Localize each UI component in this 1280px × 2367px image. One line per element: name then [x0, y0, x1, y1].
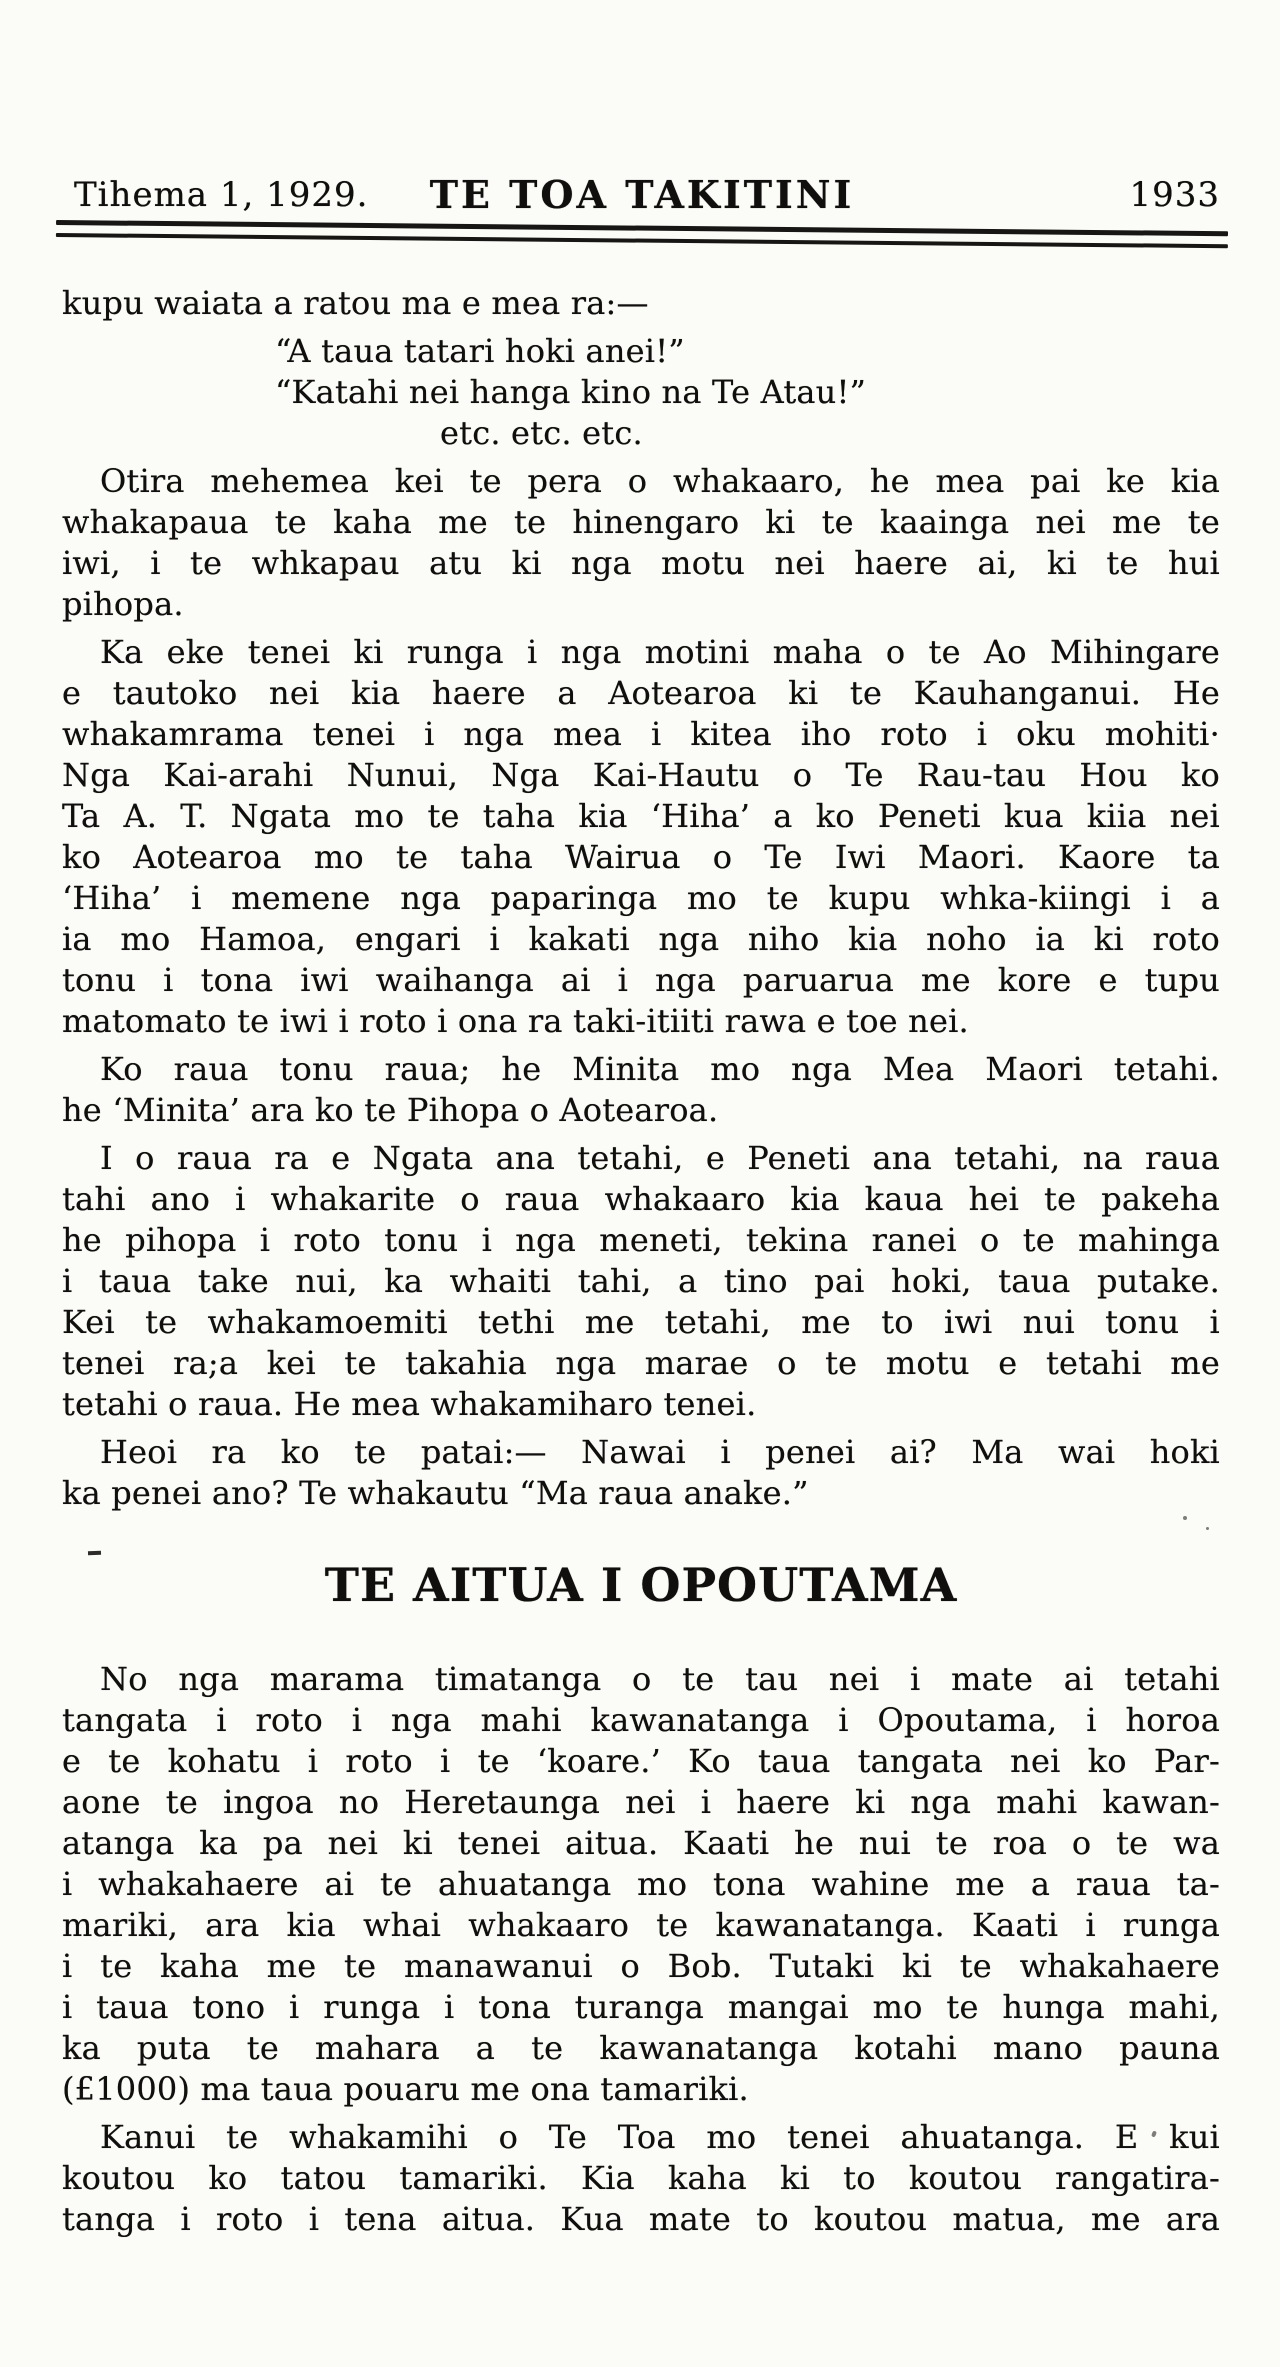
text-line: he ‘Minita’ ara ko te Pihopa o Aotearoa.	[62, 1091, 719, 1129]
text-line: tahi ano i whakarite o raua whakaaro kia kaua hei te pakeha	[62, 1180, 1220, 1218]
text-line: e tautoko nei kia haere a Aotearoa ki te Kauhanganui. He	[62, 674, 1220, 712]
text-line: tenei ra;a kei te takahia nga marae o te motu e tetahi me	[62, 1344, 1220, 1382]
text-line: whakamrama tenei i nga mea i kitea iho roto i oku mohiti·	[62, 715, 1220, 753]
text-line: ‘Hiha’ i memene nga paparinga mo te kupu whka-kiingi i a	[62, 879, 1220, 917]
article-2	[62, 1652, 1220, 2240]
text-line: Ka eke tenei ki runga i nga motini maha o te Ao Mihingare	[100, 633, 1220, 671]
paragraph	[62, 1659, 1220, 2110]
paragraph	[62, 2117, 1220, 2240]
text-line: Otira mehemea kei te pera o whakaaro, he mea pai ke kia	[100, 462, 1220, 500]
text-line: (£1000) ma taua pouaru me ona tamariki.	[62, 2070, 749, 2108]
header-double-rule	[56, 220, 1228, 248]
text-line: Nga Kai-arahi Nunui, Nga Kai-Hautu o Te Rau-tau Hou ko	[62, 756, 1220, 794]
masthead-page-number: 1933	[1129, 175, 1220, 215]
text-line: e te kohatu i roto i te ‘koare.’ Ko taua tangata nei ko Par-	[62, 1742, 1220, 1780]
scan-speck	[1183, 1516, 1187, 1520]
text-line: i whakahaere ai te ahuatanga mo tona wahine me a raua ta-	[62, 1865, 1220, 1903]
text-line: he pihopa i roto tonu i nga meneti, tekina ranei o te mahinga	[62, 1221, 1220, 1259]
article-2-heading: TE AITUA I OPOUTAMA	[324, 1558, 958, 1612]
text-line: Heoi ra ko te patai:— Nawai i penei ai? Ma wai hoki	[100, 1433, 1220, 1471]
paragraph	[62, 1049, 1220, 1131]
text-line: mariki, ara kia whai whakaaro te kawanatanga. Kaati i runga	[62, 1906, 1220, 1944]
text-line: Ko raua tonu raua; he Minita mo nga Mea Maori tetahi.	[100, 1050, 1220, 1088]
text-line: Kei te whakamoemiti tethi me tetahi, me to iwi nui tonu i	[62, 1303, 1220, 1341]
scan-speck	[1206, 1527, 1209, 1530]
quote-block	[275, 331, 1220, 413]
text-line: matomato te iwi i roto i ona ra taki-itiiti rawa e toe nei.	[62, 1002, 969, 1040]
text-line: tetahi o raua. He mea whakamiharo tenei.	[62, 1385, 757, 1423]
text-line: I o raua ra e Ngata ana tetahi, e Peneti ana tetahi, na raua	[100, 1139, 1220, 1177]
text-line: pihopa.	[62, 585, 184, 623]
paragraph	[62, 461, 1220, 625]
text-line: “A taua tatari hoki anei!”	[275, 332, 685, 370]
text-line: ka puta te mahara a te kawanatanga kotahi mano pauna	[62, 2029, 1220, 2067]
text-line: i taua take nui, ka whaiti tahi, a tino pai hoki, taua putake.	[62, 1262, 1220, 1300]
text-line: “Katahi nei hanga kino na Te Atau!”	[275, 373, 867, 411]
article-1	[62, 283, 1220, 1514]
text-line: ka penei ano? Te whakautu “Ma raua anake.”	[62, 1474, 809, 1512]
scan-dash-artifact	[88, 1551, 101, 1555]
text-line: ia mo Hamoa, engari i kakati nga niho kia noho ia ki roto	[62, 920, 1220, 958]
text-line: whakapaua te kaha me te hinengaro ki te kaainga nei me te	[62, 503, 1220, 541]
text-line: tanga i roto i tena aitua. Kua mate to koutou matua, me ara	[62, 2200, 1220, 2238]
text-line: iwi, i te whkapau atu ki nga motu nei haere ai, ki te hui	[62, 544, 1220, 582]
paragraph	[62, 632, 1220, 1042]
masthead	[62, 172, 1222, 216]
paragraph	[62, 1138, 1220, 1425]
masthead-title: TE TOA TAKITINI	[429, 172, 855, 217]
text-line: No nga marama timatanga o te tau nei i mate ai tetahi	[100, 1660, 1220, 1698]
text-line: aone te ingoa no Heretaunga nei i haere ki nga mahi kawan-	[62, 1783, 1220, 1821]
text-line: i te kaha me te manawanui o Bob. Tutaki ki te whakahaere	[62, 1947, 1220, 1985]
article-2-paragraphs	[62, 1659, 1220, 2240]
text-line: tangata i roto i nga mahi kawanatanga i Opoutama, i horoa	[62, 1701, 1220, 1739]
article-1-paragraphs	[62, 461, 1220, 1514]
text-line: i taua tono i runga i tona turanga mangai mo te hunga mahi,	[62, 1988, 1220, 2026]
text-line: koutou ko tatou tamariki. Kia kaha ki to koutou rangatira-	[62, 2159, 1220, 2197]
text-line: Kanui te whakamihi o Te Toa mo tenei ahuatanga. E kui	[100, 2118, 1220, 2156]
paragraph	[62, 1432, 1220, 1514]
header-rule-bottom	[56, 233, 1228, 248]
text-line: ko Aotearoa mo te taha Wairua o Te Iwi Maori. Kaore ta	[62, 838, 1220, 876]
text-line: atanga ka pa nei ki tenei aitua. Kaati he nui te roa o te wa	[62, 1824, 1220, 1862]
text-line: tonu i tona iwi waihanga ai i nga paruarua me kore e tupu	[62, 961, 1220, 999]
intro-line: kupu waiata a ratou ma e mea ra:—	[62, 284, 649, 322]
quote-etc: etc. etc. etc.	[440, 414, 643, 452]
masthead-date: Tihema 1, 1929.	[74, 175, 369, 215]
text-line: Ta A. T. Ngata mo te taha kia ‘Hiha’ a ko Peneti kua kiia nei	[62, 797, 1220, 835]
